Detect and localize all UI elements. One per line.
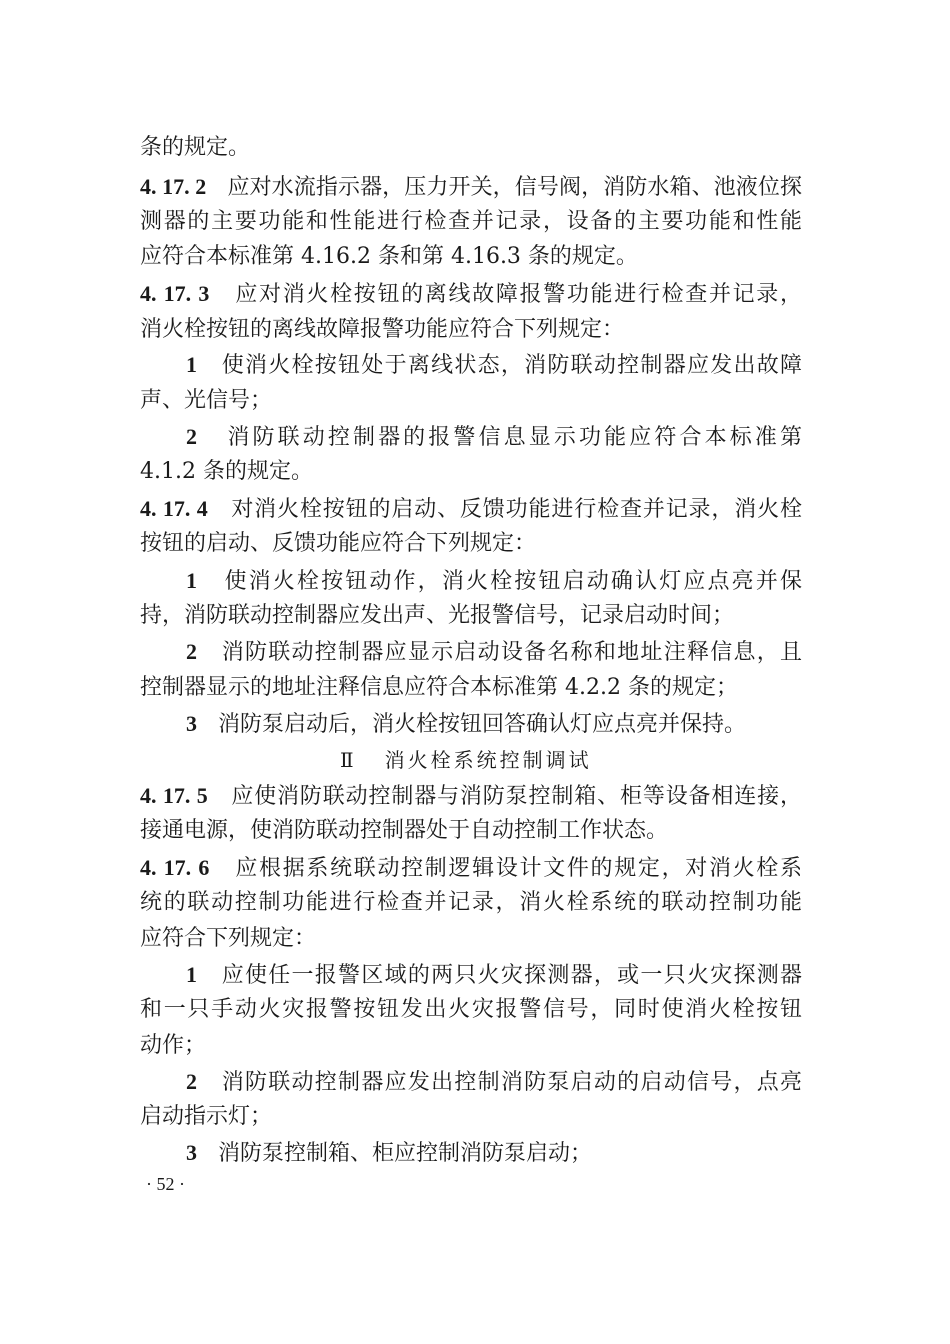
page-number: · 52 · — [146, 1174, 185, 1194]
clause-4-17-3-item-2-line-1 — [186, 422, 802, 453]
clause-4-17-3-line-2 — [140, 315, 624, 345]
item-text: 消防联动控制器应显示启动设备名称和地址注释信息，且 — [221, 640, 802, 665]
clause-4-17-6-item-1-line-2 — [140, 995, 802, 1025]
clause-number: 4. 17. 6 — [140, 855, 210, 880]
item-number: 2 — [186, 424, 197, 449]
clause-text: 统的联动控制功能进行检查并记录，消火栓系统的联动控制功能 — [140, 890, 802, 915]
clause-4-17-2-line-3 — [140, 242, 638, 272]
clause-4-17-3-item-1-line-1 — [186, 350, 802, 381]
clause-text: 消火栓按钮的离线故障报警功能应符合下列规定： — [140, 317, 625, 342]
clause-number: 4. 17. 5 — [140, 783, 208, 808]
continuation-text: 条的规定。 — [140, 135, 251, 160]
clause-4-17-4-item-1-line-2 — [140, 601, 734, 631]
clause-4-17-2-line-2 — [140, 207, 802, 237]
item-text: 应使任一报警区域的两只火灾探测器，或一只火灾探测器 — [221, 963, 802, 988]
clause-4-17-5-line-2 — [140, 816, 668, 846]
item-number: 2 — [186, 639, 197, 664]
clause-4-17-6-line-3 — [140, 924, 316, 954]
clause-text: 应对水流指示器，压力开关，信号阀，消防水箱、池液位探 — [227, 175, 802, 200]
clause-4-17-4-item-2-line-1 — [186, 637, 802, 668]
item-number: 1 — [186, 352, 197, 377]
item-number: 3 — [186, 711, 197, 736]
item-text: 声、光信号； — [140, 388, 273, 413]
text-line — [140, 133, 250, 163]
clause-number: 4. 17. 4 — [140, 496, 208, 521]
item-text: 消防泵控制箱、柜应控制消防泵启动； — [217, 1141, 592, 1166]
item-text: 启动指示灯； — [140, 1104, 273, 1129]
section-numeral: Ⅱ — [340, 748, 357, 772]
item-text: 消防联动控制器应发出控制消防泵启动的启动信号，点亮 — [221, 1070, 802, 1095]
clause-number: 4. 17. 3 — [140, 281, 210, 306]
clause-4-17-4-item-1-line-1 — [186, 566, 802, 597]
clause-text: 应根据系统联动控制逻辑设计文件的规定，对消火栓系 — [235, 856, 802, 881]
clause-4-17-6-item-3-line-1 — [186, 1138, 592, 1169]
section-title: 消火栓系统控制调试 — [384, 748, 592, 772]
clause-4-17-6-item-1-line-3 — [140, 1031, 206, 1061]
clause-text: 对消火栓按钮的启动、反馈功能进行检查并记录，消火栓 — [231, 497, 803, 522]
clause-4-17-4-item-3-line-1 — [186, 709, 746, 740]
item-number: 1 — [186, 962, 197, 987]
clause-4-17-4-line-1 — [140, 494, 802, 525]
clause-text: 测器的主要功能和性能进行检查并记录，设备的主要功能和性能 — [140, 209, 802, 234]
item-number: 1 — [186, 568, 197, 593]
item-text: 消防联动控制器的报警信息显示功能应符合本标准第 — [227, 425, 802, 450]
clause-4-17-6-line-2 — [140, 888, 802, 918]
clause-text: 应符合下列规定： — [140, 926, 317, 951]
clause-text: 应对消火栓按钮的离线故障报警功能进行检查并记录， — [235, 282, 802, 307]
clause-4-17-3-item-1-line-2 — [140, 386, 272, 416]
item-number: 2 — [186, 1069, 197, 1094]
clause-text: 接通电源，使消防联动控制器处于自动控制工作状态。 — [140, 818, 669, 843]
item-text: 动作； — [140, 1033, 207, 1058]
item-text: 消防泵启动后，消火栓按钮回答确认灯应点亮并保持。 — [217, 712, 746, 737]
clause-4-17-6-item-1-line-1 — [186, 960, 802, 991]
item-text: 持，消防联动控制器应发出声、光报警信号，记录启动时间； — [140, 603, 735, 628]
clause-text: 按钮的启动、反馈功能应符合下列规定： — [140, 531, 537, 556]
clause-4-17-6-item-2-line-2 — [140, 1102, 272, 1132]
clause-number: 4. 17. 2 — [140, 174, 207, 199]
item-text: 使消火栓按钮动作，消火栓按钮启动确认灯应点亮并保 — [224, 569, 802, 594]
clause-text: 应使消防联动控制器与消防泵控制箱、柜等设备相连接， — [231, 784, 803, 809]
clause-4-17-4-item-2-line-2 — [140, 673, 738, 703]
item-text: 控制器显示的地址注释信息应符合本标准第 4.2.2 条的规定； — [140, 675, 738, 700]
clause-4-17-3-item-2-line-2 — [140, 457, 313, 487]
clause-4-17-3-line-1 — [140, 279, 802, 310]
item-text: 4.1.2 条的规定。 — [140, 459, 313, 484]
clause-4-17-6-line-1 — [140, 853, 802, 884]
clause-4-17-6-item-2-line-1 — [186, 1067, 802, 1098]
item-number: 3 — [186, 1140, 197, 1165]
clause-4-17-4-line-2 — [140, 529, 536, 559]
clause-4-17-5-line-1 — [140, 781, 802, 812]
clause-4-17-2-line-1 — [140, 172, 802, 203]
section-heading — [340, 745, 592, 775]
item-text: 使消火栓按钮处于离线状态，消防联动控制器应发出故障 — [221, 353, 802, 378]
item-text: 和一只手动火灾报警按钮发出火灾报警信号，同时使消火栓按钮 — [140, 997, 802, 1022]
clause-text: 应符合本标准第 4.16.2 条和第 4.16.3 条的规定。 — [140, 244, 638, 269]
